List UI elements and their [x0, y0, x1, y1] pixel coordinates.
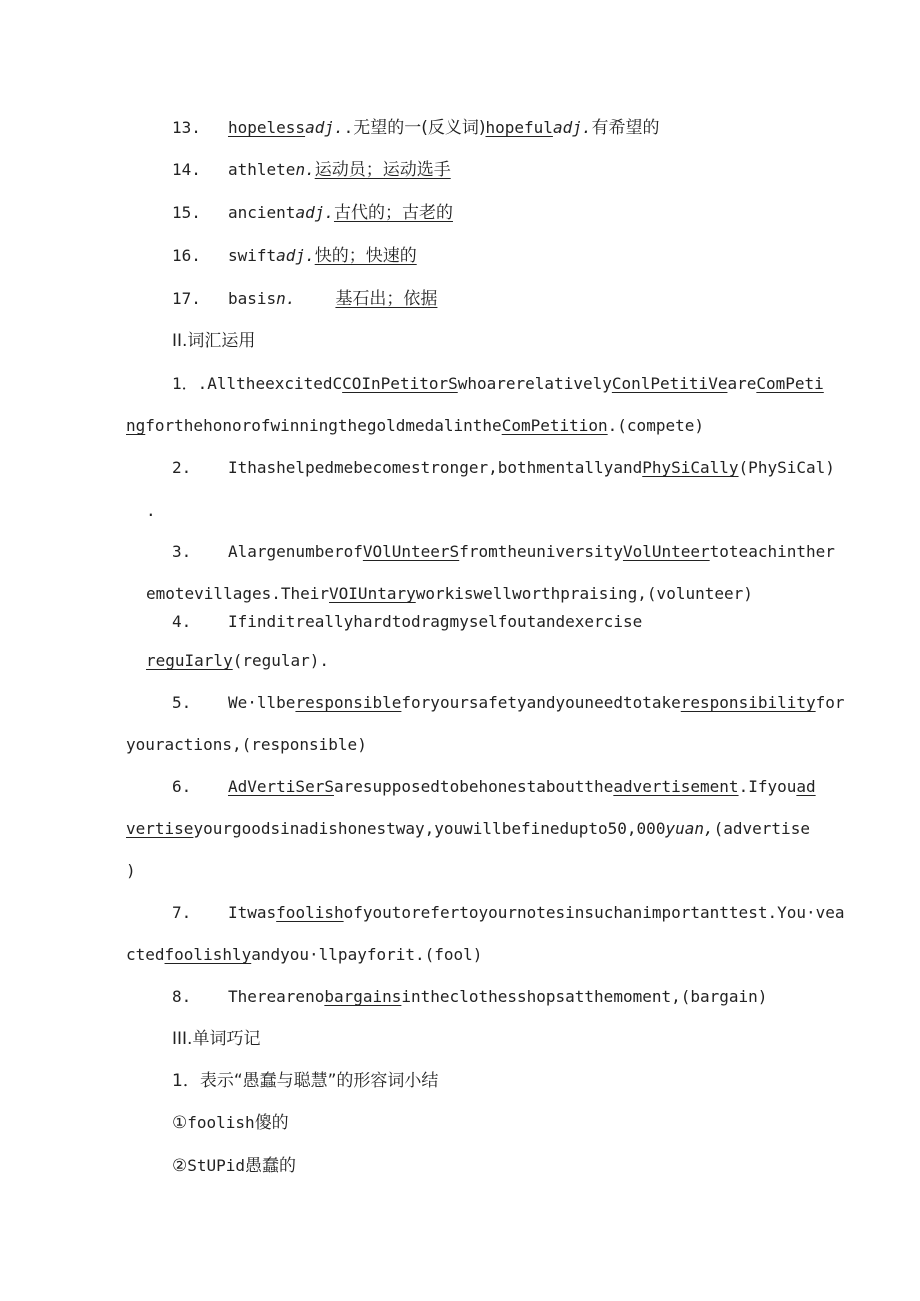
part-of-speech: n. [295, 160, 315, 179]
exercise-line: ngforthehonorofwinningthegoldmedalintheComPetition.(compete) [126, 416, 704, 435]
exercise-line: 4. Ifinditreallyhardtodragmyselfoutandexercise [172, 612, 643, 631]
exercise-line: emotevillages.TheirVOIUntaryworkiswellworthpraising,(volunteer) [146, 584, 753, 603]
vocab-word: athlete [228, 160, 296, 179]
answer-blank: AdVertiSerS [228, 777, 334, 796]
part-of-speech: adj. [295, 203, 334, 222]
item-number: 7. [172, 903, 192, 922]
answer-blank: ng [126, 416, 146, 435]
item-number: 14. [172, 160, 201, 179]
exercise-line: ctedfoolishlyandyou·llpayforit.(fool) [126, 945, 483, 964]
answer-blank: ad [796, 777, 816, 796]
item-number: 5. [172, 693, 192, 712]
answer-blank: advertisement [613, 777, 739, 796]
item-number: 4. [172, 612, 192, 631]
item-number: 6. [172, 777, 192, 796]
answer-blank: responsibility [680, 693, 816, 712]
item-number: 2. [172, 458, 192, 477]
item-number: 1． [172, 374, 198, 393]
part-of-speech: n. [276, 289, 296, 308]
answer-blank: ComPetition [501, 416, 608, 435]
vocab-item [172, 288, 437, 310]
exercise-line: vertiseyourgoodsinadishonestway,youwillbefinedupto50,000yuan,(advertise [126, 819, 810, 838]
part-of-speech: adj. [276, 246, 315, 265]
answer-blank: VolUnteer [622, 542, 710, 561]
exercise-line: 7. Itwasfoolishofyoutorefertoyournotesinsuchanimportanttest.You·vea [172, 903, 845, 922]
antonym-gloss: 有希望的 [591, 118, 660, 138]
answer-blank: bargains [324, 987, 402, 1006]
antonym-word: hopeful [485, 118, 553, 137]
exercise-line: 8. Therearеnobargainsintheclothesshopsatthemoment,(bargain) [172, 987, 768, 1006]
vocab-gloss: 无望的一(反义词) [353, 118, 486, 138]
vocab-item [172, 202, 453, 224]
answer-blank: foolishly [164, 945, 252, 964]
exercise-line: 2. Ithashelpedmebecomestronger,bothmentallyandPhySiCally(PhySiCal) [172, 458, 835, 477]
list-item: ②StUPid愚蠢的 [172, 1156, 297, 1176]
answer-blank: VOlUnteerS [362, 542, 460, 561]
section-heading: II.词汇运用 [172, 331, 256, 351]
vocab-word: swift [228, 246, 277, 265]
vocab-gloss: 古代的；古老的 [333, 203, 453, 223]
section-heading: III.单词巧记 [172, 1029, 261, 1049]
part-of-speech: adj. [305, 118, 344, 137]
answer-blank: VOIUntary [329, 584, 416, 603]
item-number: 16. [172, 246, 201, 265]
answer-blank: ConlPetitiVe [611, 374, 728, 393]
vocab-word: basis [228, 289, 277, 308]
answer-blank: COInPetitorS [342, 374, 458, 393]
answer-blank: ComPeti [756, 374, 824, 393]
vocab-item [172, 159, 451, 181]
vocab-gloss: 基石出；依据 [335, 289, 438, 309]
exercise-line: 3. AlargenumberofVOlUnteerSfromtheuniversityVolUnteertoteachinther [172, 542, 835, 561]
item-number: 3. [172, 542, 192, 561]
item-number: 8. [172, 987, 192, 1006]
vocab-item: 13. hopelessadj..无望的一(反义词)hopefuladj.有希望的 [172, 118, 660, 138]
exercise-line: reguIarly(regular). [146, 651, 330, 670]
vocab-word: hopeless [228, 118, 306, 137]
answer-blank: vertise [126, 819, 194, 838]
answer-blank: foolish [276, 903, 344, 922]
vocab-gloss: 快的；快速的 [314, 246, 417, 266]
answer-blank: responsible [295, 693, 402, 712]
item-number: 15. [172, 203, 201, 222]
answer-blank: reguIarly [146, 651, 233, 670]
vocab-word: ancient [228, 203, 296, 222]
vocab-gloss: 运动员；运动选手 [314, 160, 451, 180]
item-number: 13. [172, 118, 201, 137]
exercise-line: 1．.AlltheexcitedCCOInPetitorSwhoarerelativelyConlPetitiVeareComPeti [172, 374, 824, 393]
subsection-title: 1．表示“愚蠢与聪慧”的形容词小结 [172, 1071, 439, 1091]
item-number: 17. [172, 289, 201, 308]
vocab-item [172, 245, 417, 267]
list-item: ①foolish傻的 [172, 1113, 289, 1133]
part-of-speech: adj. [552, 118, 592, 137]
answer-blank: PhySiCally [642, 458, 739, 477]
exercise-line: 6. AdVertiSerSaresupposedtobehonestabouttheadvertisement.Ifyouad [172, 777, 816, 796]
exercise-line: 5. We·llberesponsibleforyoursafetyandyouneedtotakeresponsibilityfor [172, 693, 845, 712]
